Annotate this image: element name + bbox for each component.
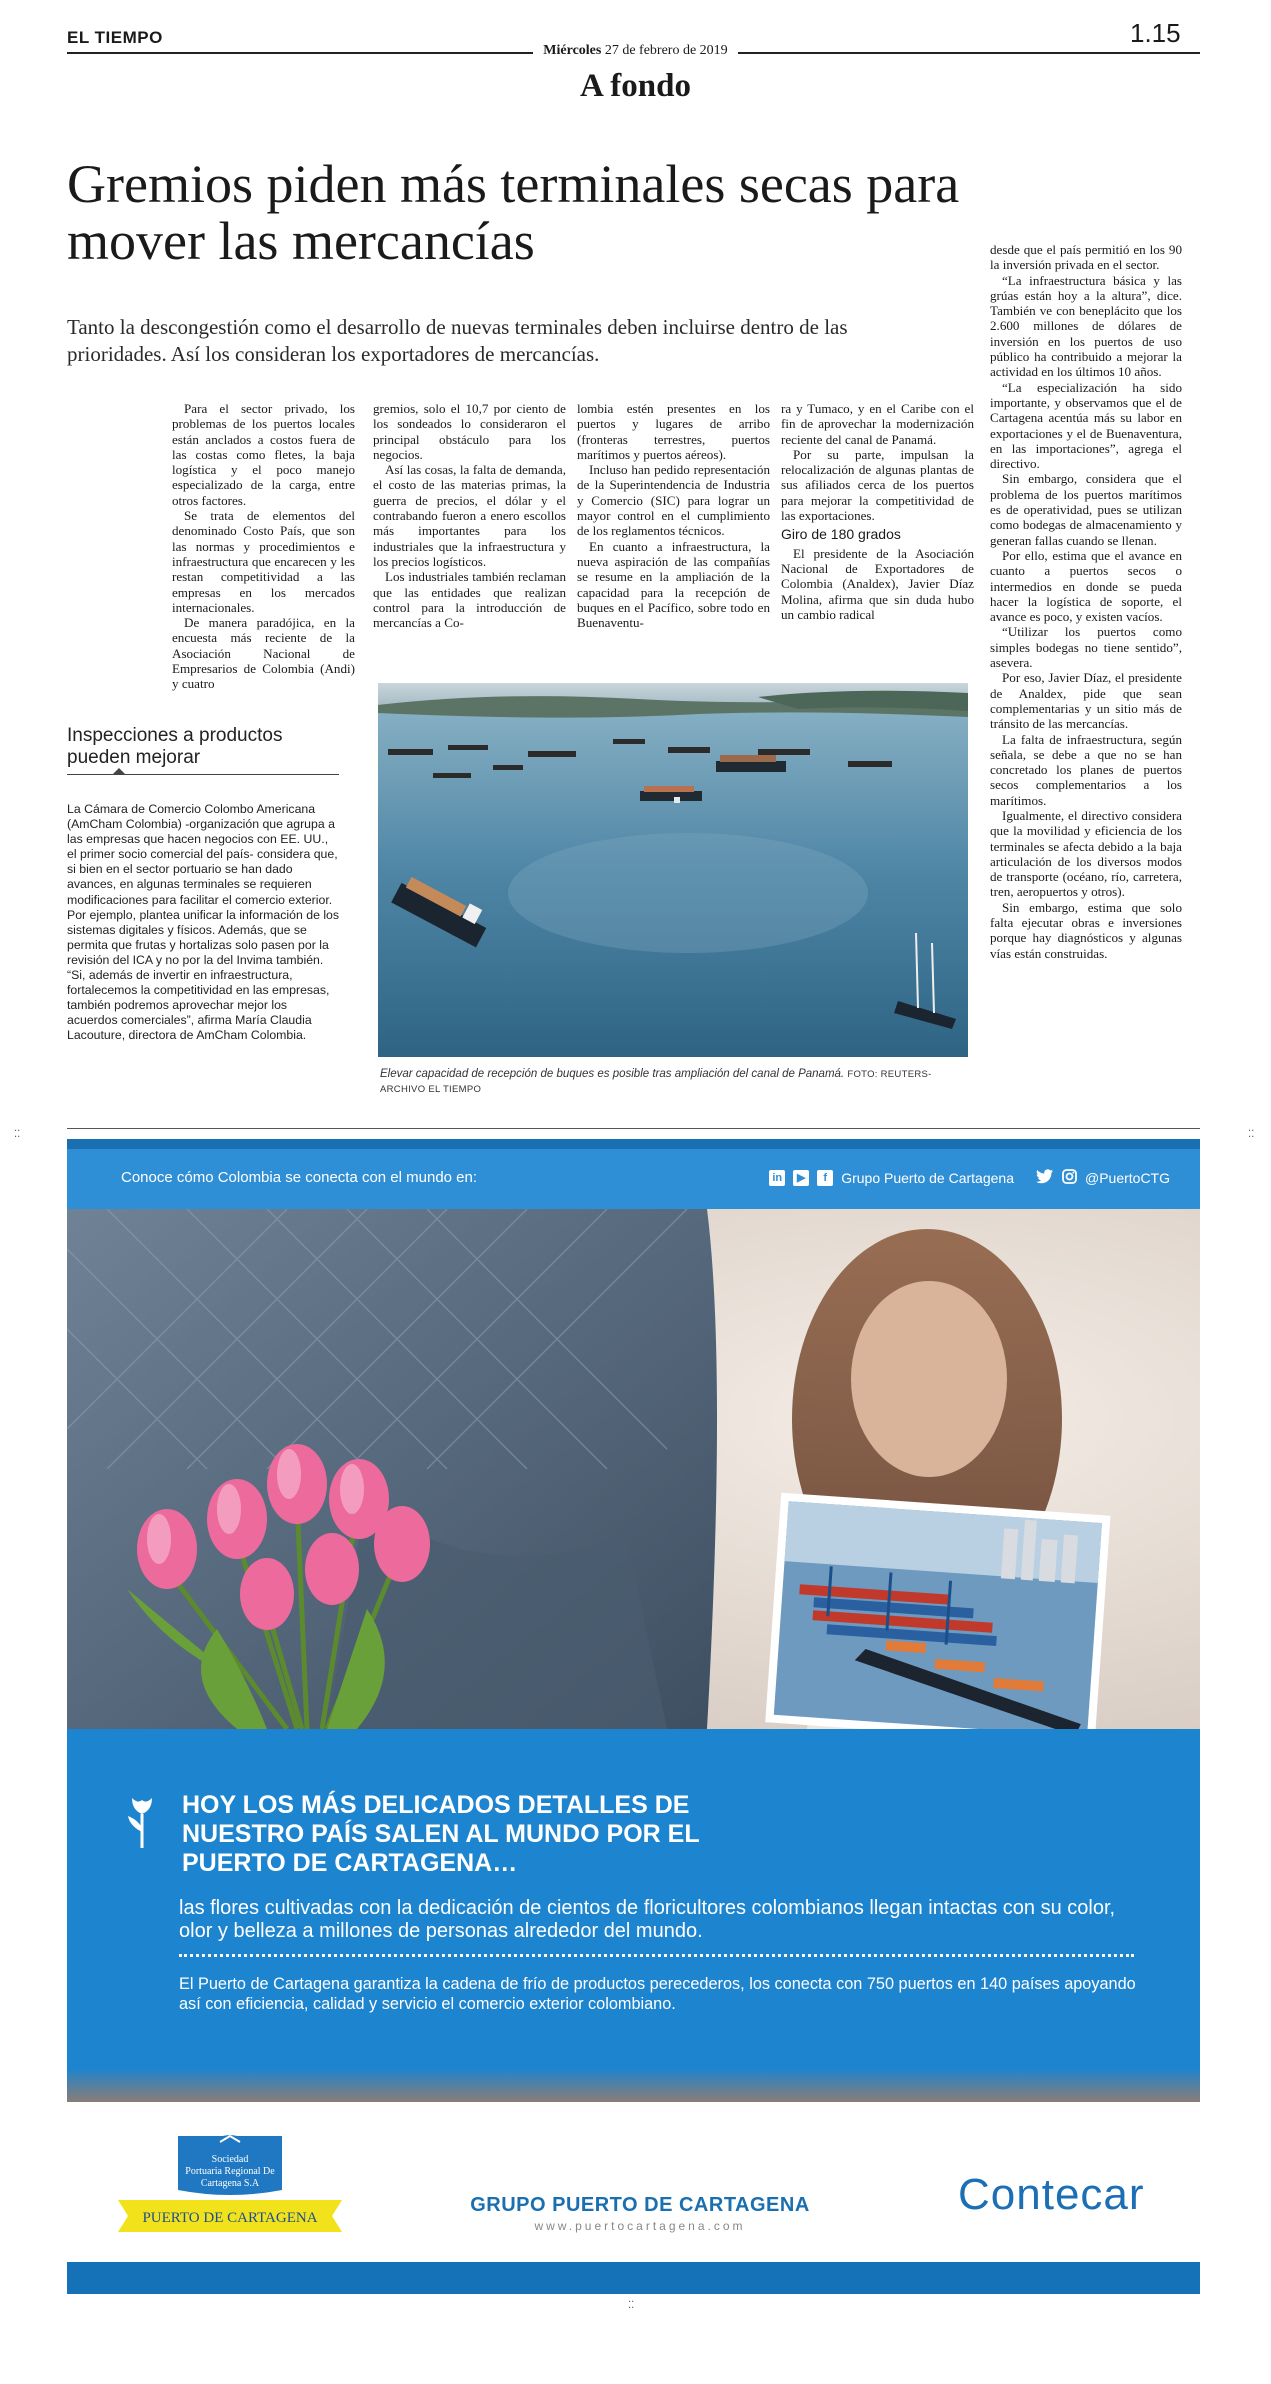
- flowers-illustration: [67, 1209, 1200, 1729]
- twitter-handle[interactable]: @PuertoCTG: [1084, 1170, 1170, 1186]
- logo-line-2: Portuaria Regional De: [185, 2166, 275, 2177]
- crop-mark-right: ⁚⁚: [1248, 1129, 1255, 1140]
- group-handle[interactable]: Grupo Puerto de Cartagena: [841, 1170, 1014, 1186]
- paragraph: ra y Tumaco, y en el Caribe con el fin de aprovechar la modernización reciente del canal de Panamá.: [781, 401, 974, 447]
- article-subhead: Giro de 180 grados: [781, 526, 901, 543]
- paragraph: Por eso, Javier Díaz, el presidente de Analdex, pide que sean complementarias y un sitio más de tránsito de las mercancías.: [990, 670, 1182, 732]
- header-rule-left: [67, 52, 533, 54]
- header-rule-right: [738, 52, 1200, 54]
- photo-caption: [380, 1067, 970, 1097]
- article-headline: Gremios piden más terminales secas para mover las mercancías: [67, 154, 960, 271]
- paragraph: De manera paradójica, en la encuesta más reciente de la Asociación Nacional de Empresarios de Colombia (Andi) y cuatro: [172, 615, 355, 692]
- article-column-3: [577, 401, 770, 630]
- paragraph: Incluso han pedido representación de la Superintendencia de Industria y Comercio (SIC) para lograr un mayor control en el cumplimiento de los reglamentos técnicos.: [577, 462, 770, 539]
- puerto-cartagena-logo: [118, 2134, 342, 2234]
- paragraph: El presidente de la Asociación Nacional de Exportadores de Colombia (Analdex), Javier Díaz Molina, afirma que sin duda hubo un cambio radical: [781, 545, 974, 622]
- article-column-5: [990, 242, 1182, 961]
- date-rest: 27 de febrero de 2019: [604, 43, 728, 58]
- ad-social-links: [769, 1169, 1170, 1187]
- paragraph: Para el sector privado, los problemas de los puertos locales están anclados a costos fuera de las costas como fletes, la baja logística y el poco manejo especializado de la carga, entre otros factores.: [172, 401, 355, 508]
- paragraph: La falta de infraestructura, según señala, se debe a que no se han concretado los planes de puertos secos complementarios a los marítimos.: [990, 731, 1182, 808]
- logo-name: PUERTO DE CARTAGENA: [142, 2210, 318, 2226]
- caption-text: Elevar capacidad de recepción de buques es posible tras ampliación del canal de Panamá.: [380, 1068, 845, 1080]
- instagram-icon[interactable]: [1062, 1169, 1077, 1187]
- crop-mark-left: ⁚⁚: [14, 1129, 21, 1140]
- ad-subline: las flores cultivadas con la dedicación de cientos de floricultores colombianos llegan intactas con su color, olor y belleza a millones de personas alrededor del mundo.: [179, 1897, 1116, 1942]
- article-deck: Tanto la descongestión como el desarrollo de nuevas terminales deben incluirse dentro de las prioridades. Así los consideran los exportadores de mercancías.: [67, 315, 848, 366]
- ad-dotted-divider: [179, 1954, 1134, 1957]
- section-title: A fondo: [580, 68, 691, 104]
- paragraph: En cuanto a infraestructura, la nueva aspiración de las compañías se resume en la ampliación de la capacidad para la recepción de buques en el Pacífico, sobre todo en Buenaventu-: [577, 538, 770, 631]
- date-day: Miércoles: [543, 43, 602, 58]
- ad-headline: HOY LOS MÁS DELICADOS DETALLES DE NUESTRO PAÍS SALEN AL MUNDO POR EL PUERTO DE CARTAGENA…: [182, 1791, 700, 1877]
- ad-divider-rule: [67, 1128, 1200, 1129]
- contecar-logo: Contecar: [958, 2170, 1145, 2219]
- logo-line-3: Cartagena S.A: [200, 2178, 260, 2189]
- ad-bottom-fade: [67, 2068, 1200, 2102]
- ad-photo-flowers: [67, 1209, 1200, 1729]
- article-column-2: [373, 401, 566, 630]
- ad-header-bar: [67, 1149, 1200, 1209]
- facebook-icon[interactable]: f: [817, 1170, 833, 1186]
- ad-top-strip: [67, 1139, 1200, 1149]
- paragraph: gremios, solo el 10,7 por ciento de los sondeados lo consideraron el principal obstáculo para los negocios.: [373, 401, 566, 462]
- sidebar-paragraph: La Cámara de Comercio Colombo Americana (AmCham Colombia) -organización que agrupa a las empresas que hacen negocios con EE. UU., el primer socio comercial del país- considera que, si bien en el sector portuario se han dado avances, en algunas terminales se requieren modificaciones para facilitar el comercio exterior.: [67, 802, 338, 907]
- ad-body-text: El Puerto de Cartagena garantiza la cadena de frío de productos perecederos, los conecta con 750 puertos en 140 países apoyando así con eficiencia, calidad y servicio el comercio exterior colombiano.: [179, 1975, 1136, 2013]
- photo-credit: FOTO: REUTERS-ARCHIVO EL TIEMPO: [380, 1069, 932, 1095]
- sidebar-title: Inspecciones a productos pueden mejorar: [67, 725, 283, 768]
- grupo-url[interactable]: www.puertocartagena.com: [534, 2219, 746, 2233]
- ad-connect-text: Conoce cómo Colombia se conecta con el mundo en:: [121, 1169, 478, 1186]
- crop-mark-bottom: ⁚⁚: [628, 2300, 635, 2311]
- logo-line-1: Sociedad: [211, 2154, 249, 2165]
- paragraph: desde que el país permitió en los 90 la inversión privada en el sector.: [990, 242, 1182, 273]
- grupo-title: GRUPO PUERTO DE CARTAGENA: [470, 2194, 810, 2216]
- article-column-1: [172, 401, 355, 692]
- paragraph: Los industriales también reclaman que las entidades que realizan control para la introducción de mercancías a Co-: [373, 569, 566, 631]
- sidebar-rule: [67, 774, 339, 775]
- paragraph: “La infraestructura básica y las grúas están hoy a la altura”, dice. También ve con beneplácito que los 2.600 millones de dólares de inversión en los puertos de uso público ha contribuido a mejorar la actividad en los últimos 10 años.: [990, 272, 1182, 380]
- paragraph: lombia estén presentes en los puertos y lugares de arribo (fronteras terrestres, puertos marítimos y puertos aéreos).: [577, 401, 770, 462]
- paragraph: “La especialización ha sido importante, y observamos que el de Cartagena acentúa más su labor en exportaciones y el de Buenaventura, en las importaciones”, agrega el directivo.: [990, 379, 1182, 472]
- ad-message-panel: [67, 1729, 1200, 2102]
- flower-icon: [122, 1792, 162, 1848]
- paragraph: Sin embargo, estima que solo falta ejecutar obras e inversiones porque hay diagnósticos y algunas vías están construidas.: [990, 899, 1182, 961]
- sidebar-paragraph: Por ejemplo, plantea unificar la información de los sistemas digitales y físicos. Además, que se permita que frutas y hortalizas solo pasen por la revisión del ICA y no por la del Invima también. “Si, además de invertir en infraestructura, fortalecemos la competitividad en las empresas, también podremos aprovechar mejor los acuerdos comerciales”, afirma María Claudia Lacouture, directora de AmCham Colombia.: [67, 907, 340, 1043]
- newspaper-logo: EL TIEMPO: [67, 28, 163, 47]
- youtube-icon[interactable]: ▶: [793, 1170, 809, 1186]
- paragraph: Sin embargo, considera que el problema de los puertos marítimos es de operatividad, pues se utilizan como bodegas de almacenamiento y generan fallas cuando se llenan.: [990, 471, 1182, 548]
- paragraph: Por su parte, impulsan la relocalización de algunas plantas de sus afiliados cerca de los puertos para mejorar la competitividad de las exportaciones.: [781, 446, 974, 524]
- paragraph: Por ello, estima que el avance en cuanto a puertos secos o intermedios en donde se pueda hacer la logística de soporte, el avance es poco, y existen vacíos.: [990, 547, 1182, 625]
- article-column-4: [781, 401, 974, 622]
- paragraph: “Utilizar los puertos como simples bodegas no tiene sentido”, asevera.: [990, 624, 1182, 671]
- ships-illustration: [378, 683, 968, 1057]
- linkedin-icon[interactable]: in: [769, 1170, 785, 1186]
- page-number: 1.15: [1130, 18, 1181, 48]
- paragraph: Así las cosas, la falta de demanda, el costo de las materias primas, la guerra de precios, el dólar y el contrabando fueron a enero escollos más importantes para los industriales que la infraestructura y los precios logísticos.: [373, 462, 566, 569]
- ad-footer-strip: [67, 2262, 1200, 2294]
- article-photo-ships: [378, 683, 968, 1057]
- paragraph: Igualmente, el directivo considera que la movilidad y eficiencia de los terminales se afecta debido a la baja articulación de los diversos modos de transporte (océano, río, carretera, tren, aeropuertos y otros).: [990, 807, 1182, 900]
- dateline: [533, 43, 738, 59]
- twitter-icon[interactable]: [1036, 1169, 1054, 1187]
- paragraph: Se trata de elementos del denominado Costo País, que son las normas y procedimientos e infraestructura que encarecen y les restan competitividad a las empresas en los mercados internacionales.: [172, 508, 355, 615]
- sidebar-body: [67, 802, 341, 1044]
